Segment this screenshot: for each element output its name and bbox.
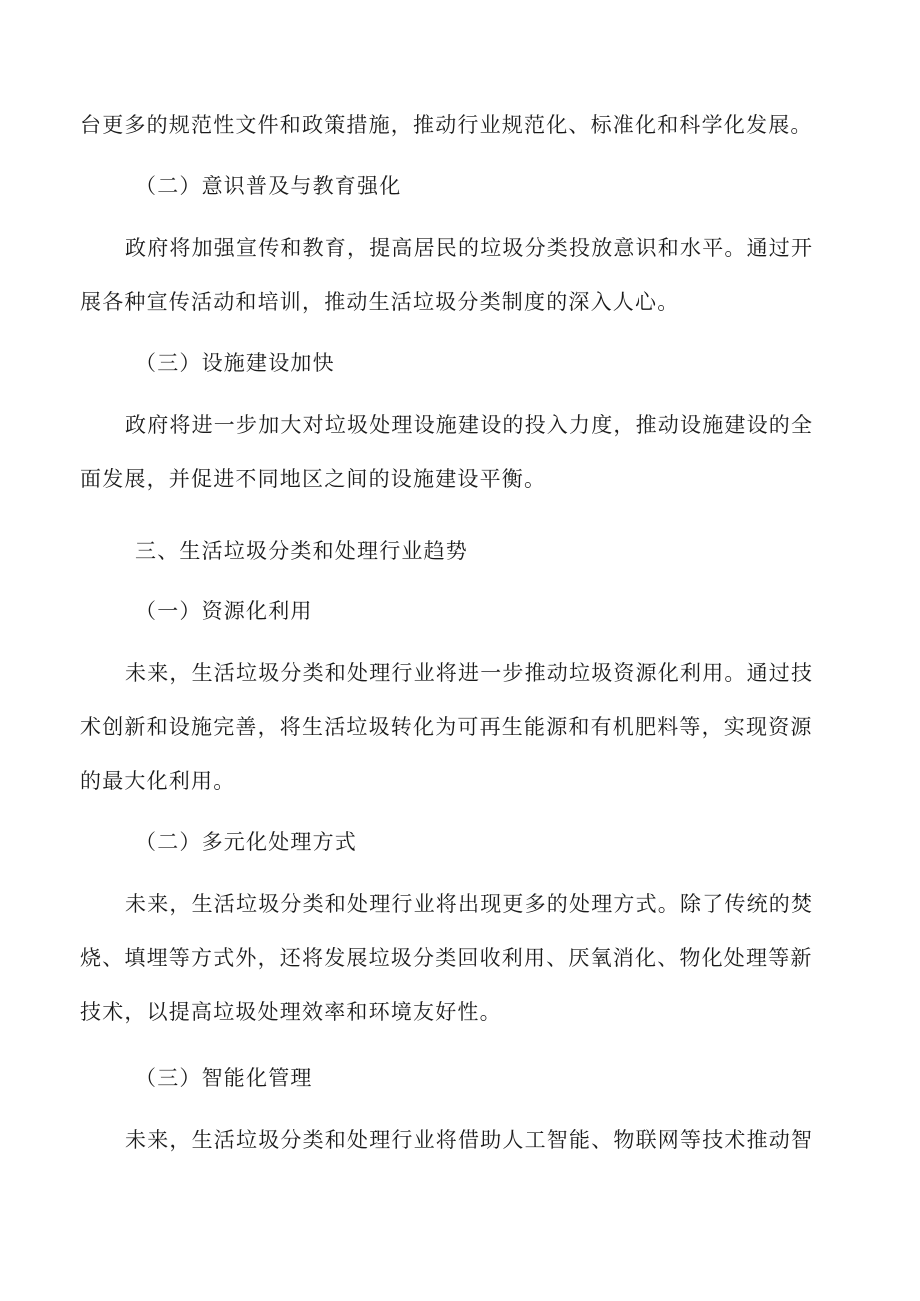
paragraph-resource-line-3: 的最大化利用。 xyxy=(80,769,236,793)
subheading-facility-construction: （三）设施建设加快 xyxy=(135,351,335,375)
subheading-diversified-processing: （二）多元化处理方式 xyxy=(135,830,357,854)
paragraph-diversified-line-2: 烧、填埋等方式外，还将发展垃圾分类回收利用、厌氧消化、物化处理等新 xyxy=(80,946,813,970)
paragraph-facility-line-2: 面发展，并促进不同地区之间的设施建设平衡。 xyxy=(80,467,547,491)
subheading-resource-utilization: （一）资源化利用 xyxy=(135,599,313,623)
paragraph-intelligent-line-1: 未来，生活垃圾分类和处理行业将借助人工智能、物联网等技术推动智 xyxy=(125,1128,814,1152)
subheading-intelligent-management: （三）智能化管理 xyxy=(135,1066,313,1090)
subheading-awareness-education: （二）意识普及与教育强化 xyxy=(135,174,402,198)
paragraph-education-line-1: 政府将加强宣传和教育，提高居民的垃圾分类投放意识和水平。通过开 xyxy=(125,236,814,260)
paragraph-diversified-line-3: 技术，以提高垃圾处理效率和环境友好性。 xyxy=(80,1000,502,1024)
paragraph-resource-line-1: 未来，生活垃圾分类和处理行业将进一步推动垃圾资源化利用。通过技 xyxy=(125,661,814,685)
paragraph-facility-line-1: 政府将进一步加大对垃圾处理设施建设的投入力度，推动设施建设的全 xyxy=(125,413,814,437)
paragraph-resource-line-2: 术创新和设施完善，将生活垃圾转化为可再生能源和有机肥料等，实现资源 xyxy=(80,715,813,739)
paragraph-education-line-2: 展各种宣传活动和培训，推动生活垃圾分类制度的深入人心。 xyxy=(80,290,680,314)
section-heading-industry-trends: 三、生活垃圾分类和处理行业趋势 xyxy=(135,539,468,563)
paragraph-continuation-line: 台更多的规范性文件和政策措施，推动行业规范化、标准化和科学化发展。 xyxy=(80,113,813,137)
paragraph-diversified-line-1: 未来，生活垃圾分类和处理行业将出现更多的处理方式。除了传统的焚 xyxy=(125,892,814,916)
